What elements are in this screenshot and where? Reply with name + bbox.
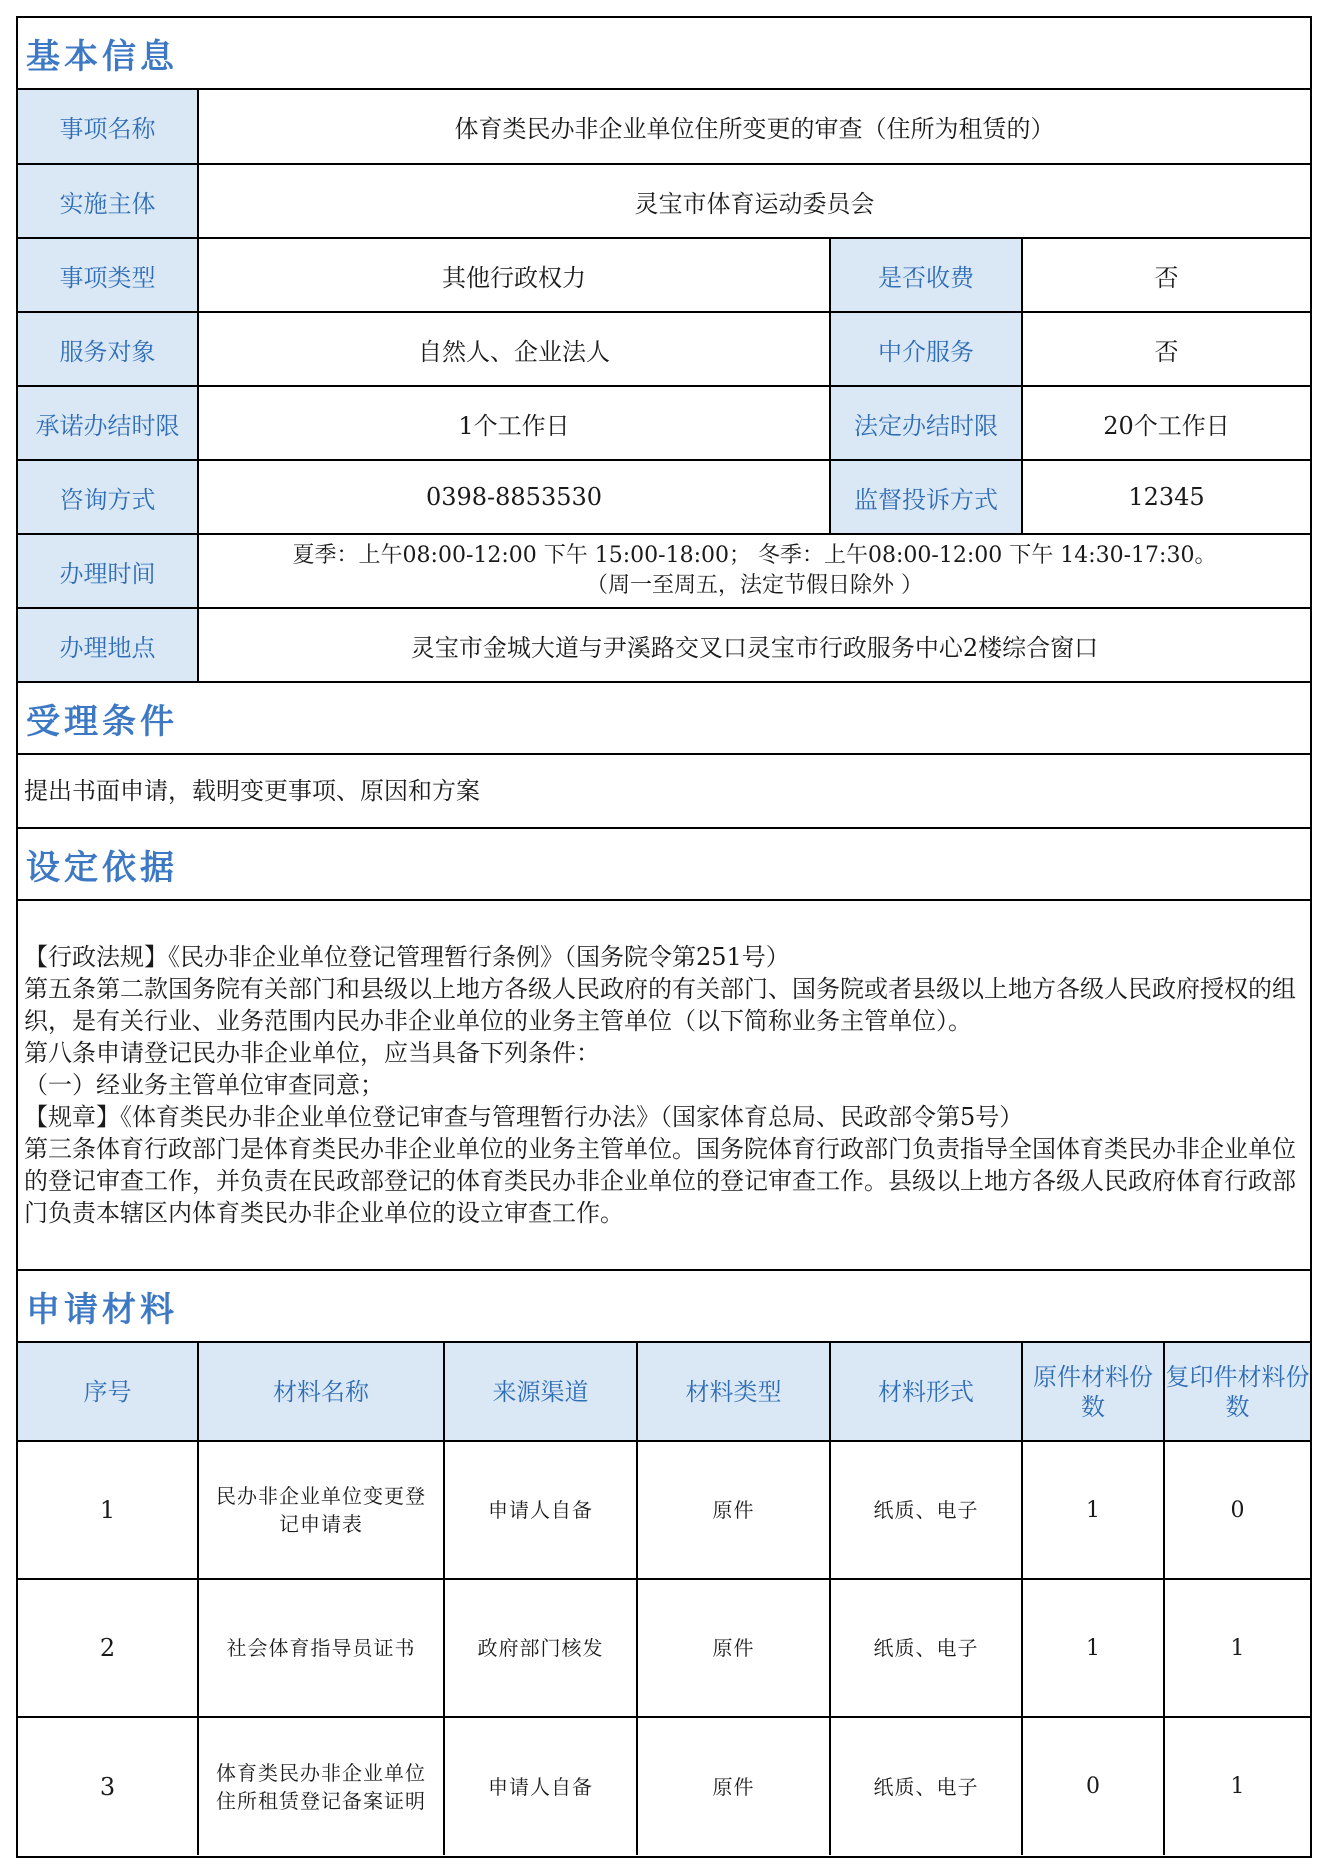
header-original-count: 原件材料份数 (1022, 1343, 1164, 1441)
type-value: 其他行政权力 (198, 238, 830, 312)
type-label: 事项类型 (18, 238, 198, 312)
material-type: 原件 (637, 1579, 830, 1717)
promise-time-value: 1个工作日 (198, 386, 830, 460)
basis-line: 第三条体育行政部门是体育类民办非企业单位的业务主管单位。国务院体育行政部门负责指导全国体育类民办非企业单位的登记审查工作，并负责在民政部登记的体育类民办非企业单位的登记审查工作。县级以上地方各级人民政府体育行政部门负责本辖区内体育类民办非企业单位的设立审查工作。 (24, 1135, 1296, 1227)
original-count: 1 (1022, 1579, 1164, 1717)
section-title-conditions: 受理条件 (18, 683, 1310, 755)
row-type (18, 238, 1310, 312)
row-subject (18, 164, 1310, 238)
row-hours (18, 534, 1310, 608)
item-name-label: 事项名称 (18, 90, 198, 164)
row-contact (18, 460, 1310, 534)
row-index: 1 (18, 1441, 198, 1579)
consult-value: 0398-8853530 (198, 460, 830, 534)
service-guide-sheet (16, 16, 1312, 1858)
basis-line: 第五条第二款国务院有关部门和县级以上地方各级人民政府的有关部门、国务院或者县级以上地方各级人民政府授权的组织，是有关行业、业务范围内民办非企业单位的业务主管单位（以下简称业务主管单位）。 (24, 975, 1296, 1035)
header-material-name: 材料名称 (198, 1343, 444, 1441)
basis-line: 第八条申请登记民办非企业单位，应当具备下列条件： (24, 1039, 600, 1067)
material-form: 纸质、电子 (830, 1579, 1022, 1717)
original-count: 1 (1022, 1441, 1164, 1579)
original-count: 0 (1022, 1717, 1164, 1855)
copy-count: 0 (1164, 1441, 1310, 1579)
row-time-limit (18, 386, 1310, 460)
header-source: 来源渠道 (444, 1343, 637, 1441)
material-name: 民办非企业单位变更登记申请表 (198, 1441, 444, 1579)
conditions-text-content: 提出书面申请，载明变更事项、原因和方案 (24, 777, 480, 805)
fee-label: 是否收费 (830, 238, 1022, 312)
row-location (18, 608, 1310, 682)
table-row (18, 1579, 1310, 1717)
table-row (18, 1441, 1310, 1579)
materials-header-row (18, 1343, 1310, 1441)
hours-label: 办理时间 (18, 534, 198, 608)
target-value: 自然人、企业法人 (198, 312, 830, 386)
header-copy-count: 复印件材料份数 (1164, 1343, 1310, 1441)
header-index: 序号 (18, 1343, 198, 1441)
complaint-value: 12345 (1022, 460, 1310, 534)
basic-info-table (18, 90, 1310, 683)
consult-label: 咨询方式 (18, 460, 198, 534)
basis-line: 【规章】《体育类民办非企业单位登记审查与管理暂行办法》（国家体育总局、民政部令第5号） (24, 1103, 1024, 1131)
header-material-type: 材料类型 (637, 1343, 830, 1441)
section-title-materials: 申请材料 (18, 1271, 1310, 1343)
promise-time-label: 承诺办结时限 (18, 386, 198, 460)
copy-count: 1 (1164, 1717, 1310, 1855)
agency-value: 否 (1022, 312, 1310, 386)
material-name: 体育类民办非企业单位住所租赁登记备案证明 (198, 1717, 444, 1855)
subject-value: 灵宝市体育运动委员会 (198, 164, 1310, 238)
legal-time-label: 法定办结时限 (830, 386, 1022, 460)
material-source: 政府部门核发 (444, 1579, 637, 1717)
legal-time-value: 20个工作日 (1022, 386, 1310, 460)
row-target (18, 312, 1310, 386)
location-value: 灵宝市金城大道与尹溪路交叉口灵宝市行政服务中心2楼综合窗口 (198, 608, 1310, 682)
hours-line-1: 夏季：上午08:00-12:00 下午 15:00-18:00； 冬季：上午08:00-12:00 下午 14:30-17:30。 (292, 543, 1217, 568)
materials-table (18, 1343, 1310, 1855)
section-title-basis: 设定依据 (18, 829, 1310, 901)
row-item-name (18, 90, 1310, 164)
copy-count: 1 (1164, 1579, 1310, 1717)
section-title-basic-info: 基本信息 (18, 18, 1310, 90)
basis-text (18, 901, 1310, 1271)
fee-value: 否 (1022, 238, 1310, 312)
hours-value (198, 534, 1310, 608)
hours-line-2: （周一至周五，法定节假日除外 ） (586, 573, 923, 598)
subject-label: 实施主体 (18, 164, 198, 238)
material-type: 原件 (637, 1441, 830, 1579)
complaint-label: 监督投诉方式 (830, 460, 1022, 534)
material-name: 社会体育指导员证书 (198, 1579, 444, 1717)
material-form: 纸质、电子 (830, 1717, 1022, 1855)
item-name-value: 体育类民办非企业单位住所变更的审查（住所为租赁的） (198, 90, 1310, 164)
material-form: 纸质、电子 (830, 1441, 1022, 1579)
material-type: 原件 (637, 1717, 830, 1855)
material-source: 申请人自备 (444, 1441, 637, 1579)
basis-line: 【行政法规】《民办非企业单位登记管理暂行条例》（国务院令第251号） (24, 943, 790, 971)
header-material-form: 材料形式 (830, 1343, 1022, 1441)
agency-label: 中介服务 (830, 312, 1022, 386)
material-source: 申请人自备 (444, 1717, 637, 1855)
row-index: 3 (18, 1717, 198, 1855)
basis-line: （一）经业务主管单位审查同意； (24, 1071, 384, 1099)
location-label: 办理地点 (18, 608, 198, 682)
target-label: 服务对象 (18, 312, 198, 386)
table-row (18, 1717, 1310, 1855)
row-index: 2 (18, 1579, 198, 1717)
conditions-text (18, 755, 1310, 829)
